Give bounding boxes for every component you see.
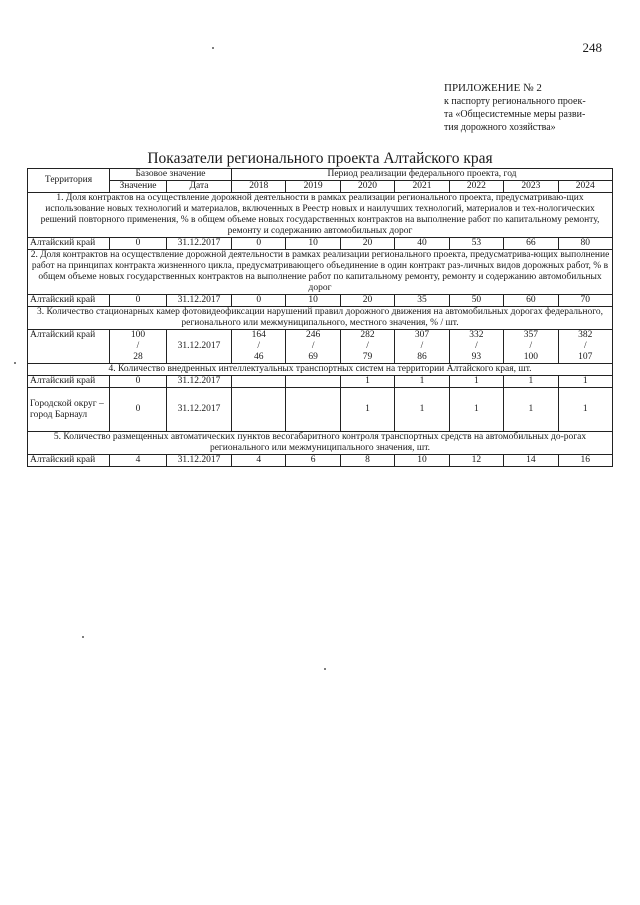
value-count: 107 [578,352,593,362]
indicator-description-row [28,250,613,295]
table-row [28,388,613,432]
header-year: 2024 [558,181,612,193]
year-value-cell: 50 [449,295,503,307]
value-separator: / [136,341,140,351]
value-percent: 164 [251,330,266,340]
year-value-cell [232,330,286,364]
year-value-cell: 1 [340,376,394,388]
territory-cell: Алтайский край [28,376,110,388]
appendix-line: тия дорожного хозяйства» [444,122,556,133]
value-percent: 382 [578,330,593,340]
base-value-cell: 0 [110,238,167,250]
year-value-cell: 66 [504,238,558,250]
year-value-cell: 1 [395,376,449,388]
year-value-cell: 20 [340,238,394,250]
indicator-description-row [28,432,613,455]
indicator-description-row [28,364,613,376]
territory-cell: Алтайский край [28,330,110,364]
territory-cell: Алтайский край [28,455,110,467]
header-year: 2020 [340,181,394,193]
year-value-cell: 10 [286,295,340,307]
territory-cell: Алтайский край [28,295,110,307]
header-year: 2018 [232,181,286,193]
year-value-cell: 6 [286,455,340,467]
table-row [28,330,613,364]
year-value-cell [504,330,558,364]
year-value-cell: 60 [504,295,558,307]
header-base-value: Базовое значение [110,169,232,181]
appendix-line: та «Общесистемные меры разви- [444,109,586,120]
year-value-cell: 4 [232,455,286,467]
year-value-cell: 1 [449,388,503,432]
value-count: 28 [133,352,143,362]
base-date-cell: 31.12.2017 [167,376,232,388]
page-number: 248 [582,40,602,55]
table-row [28,455,613,467]
base-date-cell: 31.12.2017 [167,455,232,467]
indicator-description: 5. Количество размещенных автоматических пунктов весогабаритного контроля транспортных средств на автомобильных до-рогах регионального или межмуниципального значения, шт. [28,432,613,455]
header-period: Период реализации федерального проекта, год [232,169,613,181]
scan-speck [324,668,326,670]
year-value-cell: 53 [449,238,503,250]
year-value-cell: 0 [232,238,286,250]
value-percent: 357 [523,330,538,340]
header-territory: Территория [28,169,110,193]
base-value-cell [110,330,167,364]
year-value-cell: 40 [395,238,449,250]
year-value-cell: 1 [504,388,558,432]
year-value-cell: 70 [558,295,612,307]
base-date-cell: 31.12.2017 [167,388,232,432]
year-value-cell [340,330,394,364]
indicator-description-row [28,193,613,238]
year-value-cell: 80 [558,238,612,250]
table-header-row [28,169,613,181]
year-value-cell: 1 [449,376,503,388]
header-year: 2019 [286,181,340,193]
year-value-cell: 1 [340,388,394,432]
year-value-cell: 1 [504,376,558,388]
base-date-cell: 31.12.2017 [167,295,232,307]
year-value-cell: 1 [395,388,449,432]
value-separator: / [257,341,261,351]
value-count: 86 [417,352,427,362]
scan-speck [212,47,214,49]
value-separator: / [529,341,533,351]
table-row [28,238,613,250]
year-value-cell: 20 [340,295,394,307]
header-year: 2022 [449,181,503,193]
year-value-cell: 16 [558,455,612,467]
scan-speck [14,362,16,364]
value-percent: 282 [360,330,375,340]
base-value-cell: 4 [110,455,167,467]
base-date-cell: 31.12.2017 [167,238,232,250]
value-count: 79 [362,352,373,362]
value-count: 100 [523,352,538,362]
appendix-note [444,82,614,134]
appendix-line: к паспорту регионального проек- [444,96,586,107]
value-separator: / [475,341,478,351]
value-separator: / [583,341,587,351]
year-value-cell [395,330,449,364]
value-separator: / [420,341,424,351]
value-count: 69 [308,352,318,362]
year-value-cell: 0 [232,295,286,307]
indicator-description: 3. Количество стационарных камер фотовидеофиксации нарушений правил дорожного движения на автомобильных дорогах федерального, регионального или межмуниципального, местного значения, % / шт. [28,307,613,330]
indicator-description: 1. Доля контрактов на осуществление дорожной деятельности в рамках реализации регионального проекта, предусматриваю-щих использование новых технологий и материалов, включенных в Реестр новых и наилучших технологий, материалов и тех-нологических решений повторного применения, % в общем объеме новых государственных контрактов на выполнение работ по капитальному ремонту, ремонту и содержанию автомобильных дорог [28,193,613,238]
table-row [28,295,613,307]
header-value: Значение [110,181,167,193]
year-value-cell [286,330,340,364]
value-percent: 332 [469,330,484,340]
appendix-heading: ПРИЛОЖЕНИЕ № 2 [444,82,542,94]
base-date-cell: 31.12.2017 [167,330,232,364]
territory-cell: Алтайский край [28,238,110,250]
year-value-cell [232,388,286,432]
value-separator: / [311,341,315,351]
base-value-cell: 0 [110,295,167,307]
base-value-cell: 0 [110,388,167,432]
indicators-table [27,168,613,467]
indicator-description: 2. Доля контрактов на осуществление дорожной деятельности в рамках реализации регионального проекта, предусматрива-ющих выполнение работ на принципах контракта жизненного цикла, предусматривающего объединение в один контракт раз-личных видов дорожных работ, % в общем объеме новых государственных контрактов на выполнение работ по капитальному ремонту, ремонту и содержанию автомобильных дорог [28,250,613,295]
document-title: Показатели регионального проекта Алтайского края [147,150,493,167]
value-percent: 100 [130,330,146,340]
year-value-cell [286,376,340,388]
year-value-cell [449,330,503,364]
header-year: 2023 [504,181,558,193]
year-value-cell: 14 [504,455,558,467]
value-count: 93 [471,352,482,362]
year-value-cell: 12 [449,455,503,467]
year-value-cell: 1 [558,376,612,388]
year-value-cell: 10 [286,238,340,250]
table-subheader-row [28,181,613,193]
year-value-cell [286,388,340,432]
value-separator: / [366,341,369,351]
indicator-description-row [28,307,613,330]
year-value-cell: 35 [395,295,449,307]
header-date: Дата [167,181,232,193]
base-value-cell: 0 [110,376,167,388]
scan-speck [82,636,84,638]
value-percent: 246 [306,330,321,340]
year-value-cell: 1 [558,388,612,432]
value-count: 46 [253,352,264,362]
year-value-cell [558,330,612,364]
year-value-cell: 8 [340,455,394,467]
territory-cell: Городской округ – город Барнаул [28,388,110,432]
year-value-cell [232,376,286,388]
value-percent: 307 [414,330,430,340]
year-value-cell: 10 [395,455,449,467]
table-row [28,376,613,388]
header-year: 2021 [395,181,449,193]
indicator-description: 4. Количество внедренных интеллектуальных транспортных систем на территории Алтайского края, шт. [28,364,613,376]
